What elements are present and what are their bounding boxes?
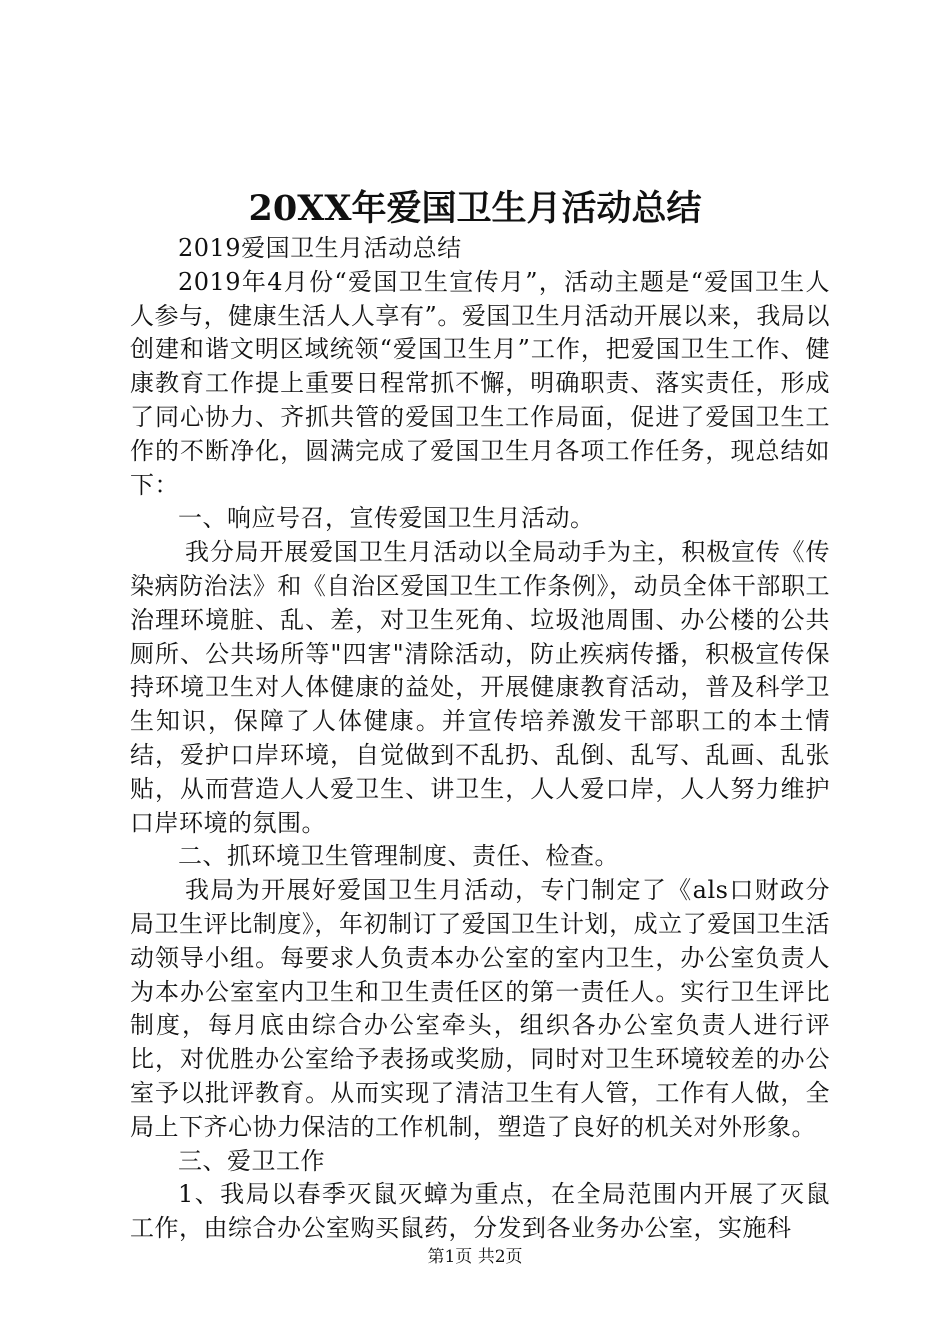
- section-heading-1: 一、响应号召，宣传爱国卫生月活动。: [178, 504, 595, 533]
- document-title: 20XX年爱国卫生月活动总结: [248, 188, 702, 229]
- paragraph-section-3: 1、我局以春季灭鼠灭蟑为重点，在全局范围内开展了灭鼠工作，由综合办公室购买鼠药，分发到各业务办公室，实施科: [130, 1180, 830, 1243]
- paragraph-section-2: 我局为开展好爱国卫生月活动，专门制定了《als口财政分局卫生评比制度》，年初制订了爱国卫生计划，成立了爱国卫生活动领导小组。每要求人负责本办公室的室内卫生，办公室负责人为本办公室室内卫生和卫生责任区的第一责任人。实行卫生评比制度，每月底由综合办公室牵头，组织各办公室负责人进行评比，对优胜办公室给予表扬或奖励，同时对卫生环境较差的办公室予以批评教育。从而实现了清洁卫生有人管，工作有人做，全局上下齐心协力保洁的工作机制，塑造了良好的机关对外形象。: [130, 876, 830, 1141]
- page-footer: 第1页 共2页: [427, 1247, 523, 1267]
- section-heading-2: 二、抓环境卫生管理制度、责任、检查。: [178, 842, 619, 871]
- paragraph-subtitle: 2019爱国卫生月活动总结: [178, 234, 462, 262]
- section-heading-3: 三、爱卫工作: [178, 1146, 325, 1175]
- paragraph-section-1: 我分局开展爱国卫生月活动以全局动手为主，积极宣传《传染病防治法》和《自治区爱国卫生工作条例》，动员全体干部职工治理环境脏、乱、差，对卫生死角、垃圾池周围、办公楼的公共厕所、公共场所等"四害"清除活动，防止疾病传播，积极宣传保持环境卫生对人体健康的益处，开展健康教育活动，普及科学卫生知识，保障了人体健康。并宣传培养激发干部职工的本土情结，爱护口岸环境，自觉做到不乱扔、乱倒、乱写、乱画、乱张贴，从而营造人人爱卫生、讲卫生，人人爱口岸，人人努力维护口岸环境的氛围。: [130, 538, 830, 837]
- document-body: [130, 232, 830, 1246]
- paragraph-intro: 2019年4月份“爱国卫生宣传月”，活动主题是“爱国卫生人人参与，健康生活人人享有”。爱国卫生月活动开展以来，我局以创建和谐文明区域统领“爱国卫生月”工作，把爱国卫生工作、健康教育工作提上重要日程常抓不懈，明确职责、落实责任，形成了同心协力、齐抓共管的爱国卫生工作局面，促进了爱国卫生工作的不断净化，圆满完成了爱国卫生月各项工作任务，现总结如下：: [130, 267, 830, 499]
